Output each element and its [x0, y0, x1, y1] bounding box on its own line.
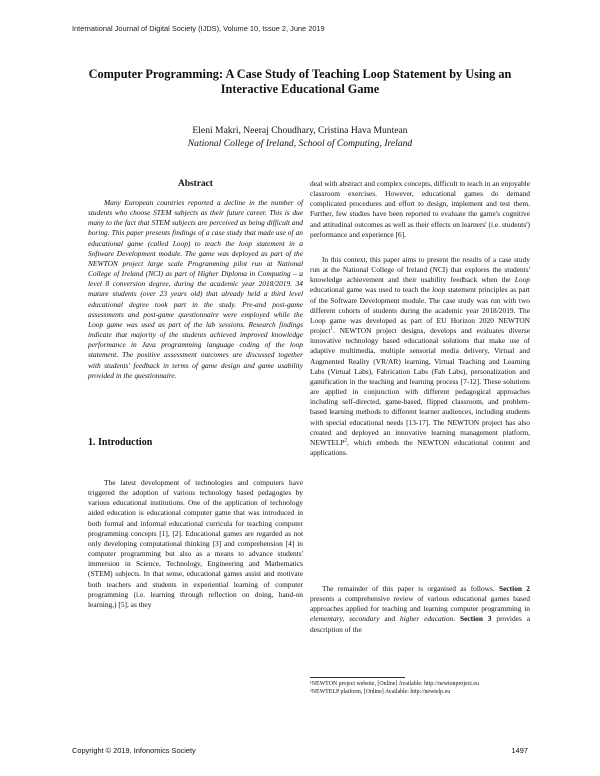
p2-text-c: statement principles as part of the Software Development module. The case study was run with two different cohorts of students during the academic year 2018/2019. The Loop game was developed as part of EU Horizon 2020 NEWTON project — [310, 285, 530, 336]
p3-text-c: and — [379, 614, 400, 624]
introduction-paragraph-1-continued: deal with abstract and complex concepts, difficult to teach in an enjoyable classroom exercises. However, educational games do demand complicated procedures and effort to design, implement and test them. Further, few studies have been reported to evaluate the game's cognitive and attitudinal outcomes as well as their effects on learners' (i.e. students') performance and experience [6]. — [310, 179, 530, 239]
footnote-ref-2: 2 — [344, 438, 347, 444]
p3-text-a: The remainder of this paper is organised as follows. — [322, 584, 500, 593]
paper-affiliation: National College of Ireland, School of Computing, Ireland — [187, 138, 413, 149]
introduction-paragraph-2 — [310, 255, 530, 458]
p2-text-a: In this context, this paper aims to present the results of a case study run at the National College of Ireland (NCI) that explores the students' knowledge achievement and their usability feedback when the — [310, 255, 530, 285]
paper-authors: Eleni Makri, Neeraj Choudhary, Cristina Hava Muntean — [192, 125, 408, 136]
introduction-paragraph-3 — [310, 584, 530, 635]
p2-text-d: . NEWTON project designs, develops and evaluates diverse innovative technology based educational solutions that make use of adaptive multimedia, multiple sensorial media delivery, Virtual and Augmented Reality (VR/AR) learning, Virtual Teaching and Learning Labs (Virtual Labs), Fabrication Labs (Fab Labs), personalization and gamification in the teaching and learning process [7-12]. These solutions are applied in conjunction with different pedagogical approaches including self-directed, game-based, flipped classroom, and problem-based learning methods to different learner audiences, including students with special educational needs [13-17]. The NEWTON project has also created and deployed an innovative learning management platform, NEWTELP — [310, 326, 530, 447]
footnote-ref-1: 1 — [330, 326, 334, 332]
introduction-paragraph-1: The latest development of technologies and computers have triggered the adoption of various technology based pedagogies by various educational institutions. One of the application of technology aided education is educational computer game that was introduced in both formal and informal educational curricula for teaching computer programming concepts [1], [2]. Educational games are regarded as not only developing computational thinking [3] and comprehension [4] in computer programming but also as a means to advance students' immersion in Science, Technology, Engineering and Mathematics (STEM) subjects. In that sense, educational games assist and motivate both teachers and students in experiential learning of computer programming (i.e. learning through reflection on doing, hand-on learning,) [5], as they — [88, 478, 303, 609]
p2-text-e: , which embeds the NEWTON educational content and applications. — [310, 437, 530, 457]
page-number: 1497 — [511, 746, 528, 755]
section-2-ref: Section 2 — [499, 584, 530, 593]
loop-statement-term: loop — [432, 285, 446, 295]
education-levels: elementary, secondary — [310, 614, 380, 624]
p3-text-e: provides a description of the — [310, 614, 530, 634]
higher-education: higher education — [399, 614, 454, 624]
footnote-1: ¹NEWTON project website, [Online] Available: http://newtonproject.eu — [310, 681, 479, 687]
copyright-notice: Copyright © 2019, Infonomics Society — [72, 746, 196, 755]
abstract-text: Many European countries reported a decline in the number of students who choose STEM subjects as their future career. This is due many to the fact that STEM subjects are perceived as being difficult and boring. This paper presents findings of a case study that made use of an educational game (called Loop) to teach the loop statement in a Software Development module. The game was deployed as part of the NEWTON project large scale Programming pilot run at National College of Ireland (NCI) as part of Higher Diploma in Computing – a level 8 conversion degree, during the academic year 2018/2019. 34 mature students (over 23 years old) that already held a third level educational degree took part in the study. Pre-and post-game assessments and post-game questionnaire were employed while the Loop game was used as part of the lab sessions. Research findings indicate that majority of the students achieved improved knowledge performance in Java programming language coding of the loop statement. The positive assessment outcomes are discussed together with students' feedback in terms of game design and game usability provided in the questionnaire. — [88, 198, 303, 380]
footnotes — [310, 680, 530, 697]
loop-game-name: Loop — [514, 275, 530, 285]
p3-text-b: presents a comprehensive review of various educational games based approaches applied for teaching and learning computer programming in — [310, 594, 530, 614]
section-3-ref: Section 3 — [459, 614, 492, 624]
paper-title: Computer Programming: A Case Study of Teaching Loop Statement by Using an Interactive Educational Game — [88, 67, 512, 96]
introduction-heading: 1. Introduction — [88, 437, 153, 448]
footnote-2: ²NEWTELP platform, [Online] Available: http://newtelp.eu — [310, 689, 451, 696]
abstract-heading: Abstract — [178, 179, 213, 189]
running-head: International Journal of Digital Society (IJDS), Volume 10, Issue 2, June 2019 — [72, 24, 325, 33]
footnote-divider — [310, 677, 405, 678]
p2-text-b: educational game was used to teach the — [310, 285, 433, 295]
p3-text-d: . — [453, 614, 460, 624]
